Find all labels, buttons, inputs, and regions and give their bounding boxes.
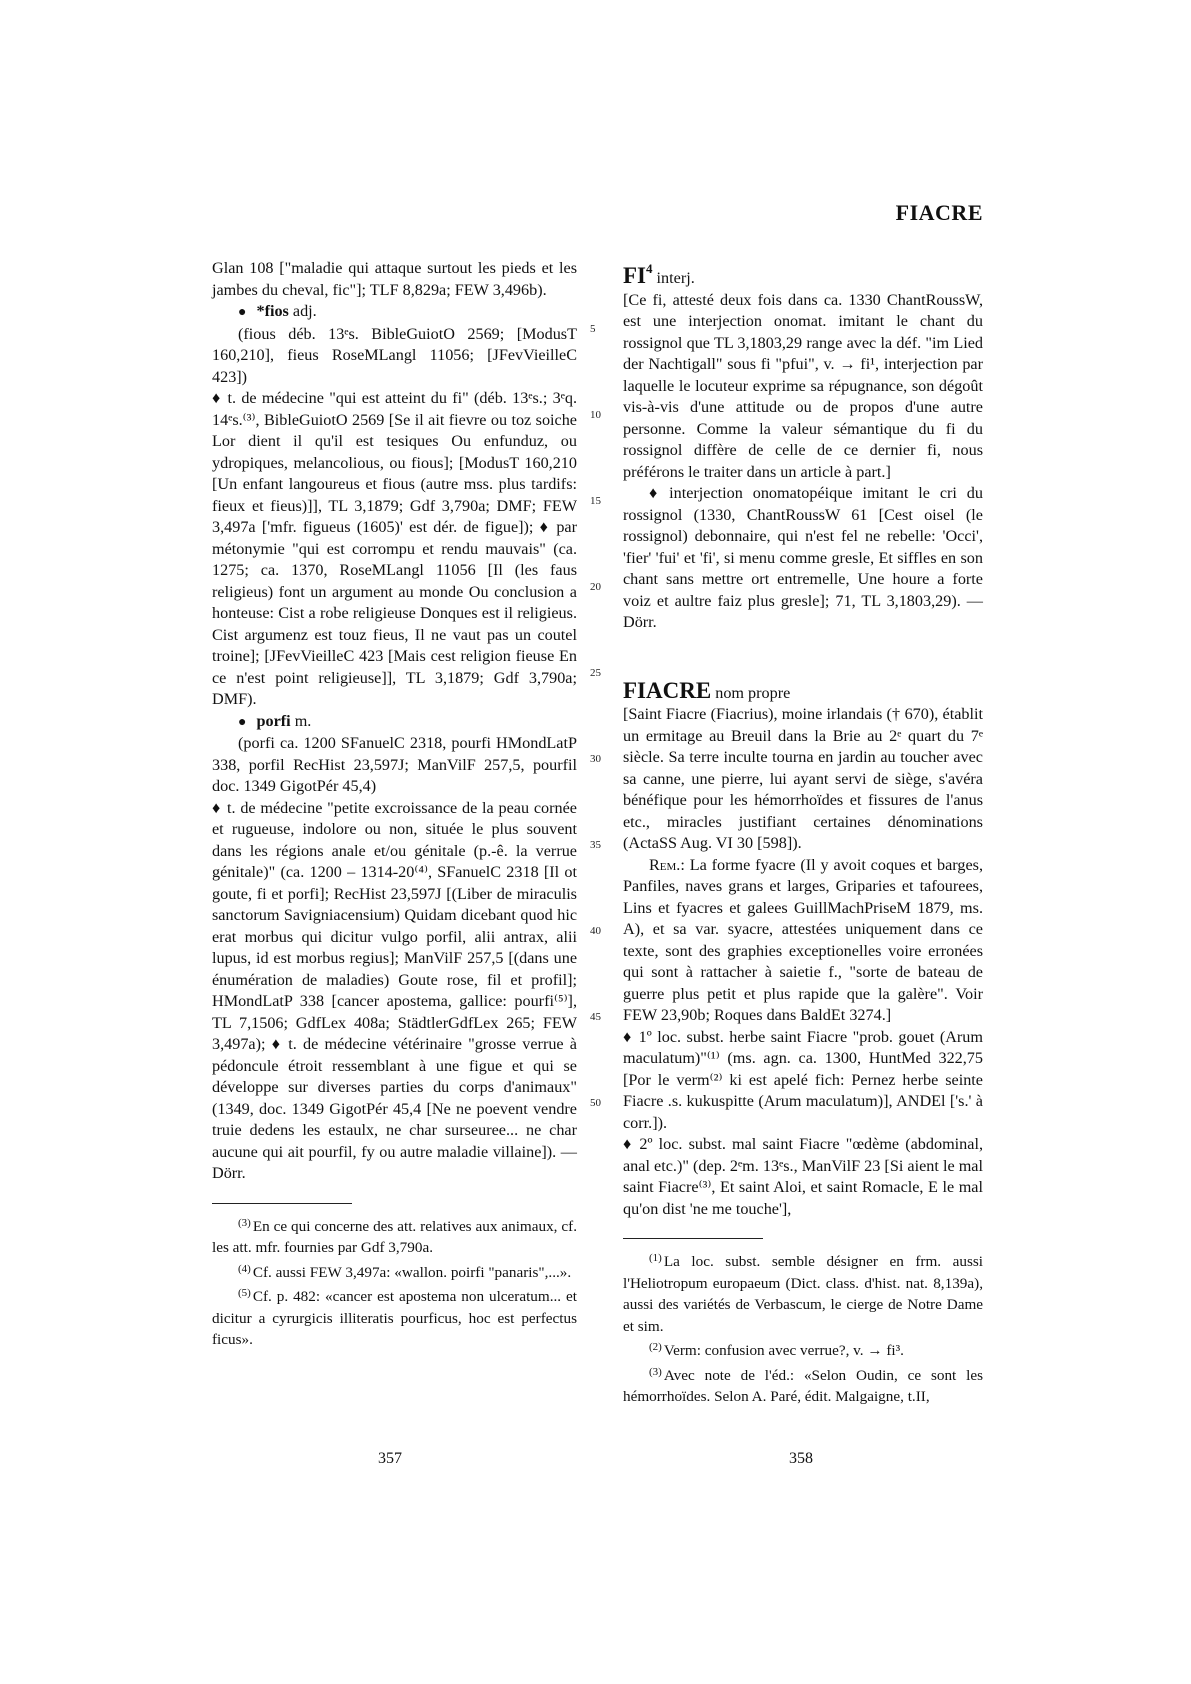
line-number: 35	[590, 839, 601, 851]
entry-fiacre-headline	[623, 677, 983, 705]
entry-porfi-headline	[212, 711, 577, 734]
headword-fios: *fios	[256, 302, 289, 320]
pos-label: m.	[294, 711, 312, 730]
footnote-ref: (2)	[649, 1341, 662, 1353]
entry-continuation: Glan 108 ["maladie qui attaque surtout les pieds et les jambes du cheval, fic"]; TLF 8,829a; FEW 3,496b).	[212, 259, 577, 299]
footnote-divider	[623, 1238, 763, 1239]
footnote-ref: (4)	[238, 1262, 251, 1275]
entry-fi-headline	[623, 258, 983, 290]
footnote-text: La loc. subst. semble désigner en frm. aussi l'Heliotropum europaeum (Dict. class. d'hist. nat. 8,139a), aussi des variétés de Verbascum, le cierge de Notre Dame et sim.	[623, 1253, 983, 1335]
entry-fi-intro: [Ce fi, attesté deux fois dans ca. 1330 ChantRoussW, est une interjection onomat. imitant le chant du rossignol que TL 3,1803,29 range avec la déf. "im Lied der Nachtigall" sous fi "pfui", v. → fi¹, interjection par laquelle le locuteur exprime sa répugnance, son dégoût vis-à-vis d'une attitude ou de propos d'une autre personne. Comme la valeur sémantique du fi du rossignol diffère de celle de ce dernier fi, nous préférons le traiter dans un article à part.]	[623, 290, 983, 481]
left-column	[212, 258, 577, 1351]
homonym-number: 4	[646, 261, 653, 276]
diamond-icon: ♦	[649, 484, 664, 502]
entry-fiacre-remark	[623, 855, 983, 1027]
line-number: 40	[590, 925, 601, 937]
footnote	[623, 1248, 983, 1337]
definition-text: 2º loc. subst. mal saint Fiacre "œdème (abdominal, anal etc.)" (dep. 2ᵉm. 13ᵉs., ManVilF 23 [Si aient le mal saint Fiacre⁽³⁾, Et saint Aloi, et saint Romacle, E le mal qu'on dist 'ne me touche'],	[623, 1135, 983, 1218]
footnote-ref: (1)	[649, 1252, 662, 1264]
definition-text: interjection onomatopéique imitant le cri du rossignol (1330, ChantRoussW 61 [Cest oisel (le rossignol) debonnaire, qui n'est fel ne rebelle: 'Occi', 'fier' 'fui' et 'fi', si menu comme gresle, Et siffles en son chant sans mettre ort entremelle, Une houre a forte voiz et aultre faiz plus gresle]; 71, TL 3,1803,29). — Dörr.	[623, 484, 983, 631]
definition-text: t. de médecine "petite excroissance de la peau cornée et rugueuse, indolore ou non, située le plus souvent dans les régions anale et/ou génitale (p.-ê. la verrue génitale)" (ca. 1200 – 1314-20⁽⁴⁾, SFanuelC 2318 [Il ot goute, fi et porfi]; RecHist 23,597J [(Liber de miraculis sanctorum Savigniacensium) Quidam dicebant quod hic erat morbus qui dicitur vulgo porfil, alii antrax, alii lupus, id est morbus regius]; ManVilF 257,5 [(dans une énumération de maladies) Goute rose, fil et profil]; HMondLatP 338 [cancer apostema, gallice: pourfi⁽⁵⁾], TL 7,1506; GdfLex 408a; StädtlerGdfLex 265; FEW 3,497a); ♦ t. de médecine vétérinaire "grosse verrue à pédoncule étroit ressemblant à une figue et qui se développe sur diverses parties du corps d'animaux" (1349, doc. 1349 GigotPér 45,4 [Ne ne poevent vendre truie dedens les estaulx, ne char surseuree... ne char aucune qui ait pourfil, fy ou autre maladie villaine]). — Dörr.	[212, 798, 577, 1182]
entry-porfi-definition	[212, 798, 577, 1185]
running-title: FIACRE	[895, 200, 983, 225]
line-number: 15	[590, 495, 601, 507]
footnote-text: Verm: confusion avec verrue?, v. → fi³.	[663, 1342, 904, 1359]
line-number: 20	[590, 581, 601, 593]
footnote-ref: (3)	[649, 1365, 662, 1378]
remark-label: Rem.	[649, 855, 681, 874]
footnote-ref: (3)	[238, 1216, 251, 1229]
remark-text: : La forme fyacre (Il y avoit coques et barges, Panfiles, naves grans et larges, Griparies et tafourees, Lins et fyacres et galees GuillMachPriseM 1879, ms. A), et sa var. syacre, attestées uniquement dans ce texte, sont des graphies exceptionelles voire erronées qui sont à rattacher à saietie f., "sorte de bateau de guerre plus petit et plus rapide que la galère". Voir FEW 23,90b; Roques dans BaldEt 3274.]	[623, 855, 983, 1024]
page-number-left: 357	[378, 1450, 402, 1467]
diamond-icon: ♦	[212, 389, 222, 407]
page-number-right: 358	[789, 1450, 813, 1467]
entry-fiacre-intro: [Saint Fiacre (Fiacrius), moine irlandais († 670), établit un ermitage au Breuil dans la Brie au 2ᵉ quart du 7ᵉ siècle. Sa terre inculte tourna en jardin au toucher avec sa canne, une pierre, lui ayant servi de siège, s'avéra bénéfique pour les hémorrhoïdes et fissures de l'anus etc., miracles justifiant certaines dénominations (ActaSS Aug. VI 30 [598]).	[623, 705, 983, 852]
entry-fi-definition	[623, 483, 983, 634]
pos-label: interj.	[656, 269, 695, 287]
headword-fiacre: FIACRE	[623, 677, 712, 703]
definition-text: 1º loc. subst. herbe saint Fiacre "prob. gouet (Arum maculatum)"⁽¹⁾ (ms. agn. ca. 1300, HuntMed 322,75 [Por le verm⁽²⁾ ki est apelé fich: Pernez herbe seinte Fiacre .s. kukuspitte (Arum maculatum)], ANDEl ['s.' à corr.]).	[623, 1027, 983, 1132]
footnote-divider	[212, 1203, 352, 1204]
entry-fiacre-sense-1	[623, 1027, 983, 1135]
line-number: 25	[590, 667, 601, 679]
bullet-icon: ●	[238, 305, 247, 320]
footnote-text: Cf. aussi FEW 3,497a: «wallon. poirfi "panaris",...».	[252, 1263, 572, 1281]
footnote-text: Cf. p. 482: «cancer est apostema non ulceratum... et dicitur a cyrurgicis illiteratis pourficus, hoc est perfectus ficus».	[212, 1288, 577, 1348]
pos-label: adj.	[292, 302, 317, 320]
headword-fi: FI	[623, 263, 646, 288]
pos-label: nom propre	[715, 683, 791, 702]
footnote-ref: (5)	[238, 1287, 251, 1299]
footnote-text: En ce qui concerne des att. relatives aux animaux, cf. les att. mfr. fournies par Gdf 3,790a.	[212, 1217, 577, 1256]
entry-porfi-forms: (porfi ca. 1200 SFanuelC 2318, pourfi HMondLatP 338, porfil RecHist 23,597J; ManVilF 257,5, pourfil doc. 1349 GigotPér 45,4)	[212, 734, 577, 795]
diamond-icon: ♦	[623, 1135, 634, 1153]
line-number: 45	[590, 1011, 601, 1023]
footnote	[212, 1259, 577, 1284]
entry-fios-headline	[212, 301, 577, 324]
diamond-icon: ♦	[623, 1027, 633, 1046]
entry-fios-forms: (fious déb. 13ᵉs. BibleGuiotO 2569; [ModusT 160,210], fieus RoseMLangl 11056; [JFevVieilleC 423])	[212, 324, 577, 386]
headword-porfi: porfi	[256, 711, 291, 730]
line-number: 30	[590, 753, 601, 765]
line-number: 5	[590, 323, 596, 335]
bullet-icon: ●	[238, 714, 247, 730]
right-column	[623, 258, 983, 1408]
footnote	[623, 1362, 983, 1408]
entry-fios-definition	[212, 388, 577, 711]
footnote	[212, 1283, 577, 1351]
footnote	[623, 1337, 983, 1362]
definition-text: t. de médecine "qui est atteint du fi" (déb. 13ᵉs.; 3ᵉq. 14ᵉs.⁽³⁾, BibleGuiotO 2569 [Se il ait fievre ou toz soiche Lor dient il qu'il est tesiques Ou enfunduz, ou ydropiques, melancolious, ou fious]; [ModusT 160,210 [Un enfant langoureus et fious (autre mss. plus tardifs: fieux et fieus)]], TL 3,1879; Gdf 3,790a; DMF; FEW 3,497a ['mfr. figueus (1605)' est dér. de figue]); ♦ par métonymie "qui est corrompu et rendu mauvais" (ca. 1275; ca. 1370, RoseMLangl 11056 [Il (les faus religieus) font un argument au monde Ou conclusion a honteuse: Cist a robe religieuse Donques est il religieus. Cist argumenz est touz fieus, Il ne vaut pas un coutel troine]; [JFevVieilleC 423 [Mais cest religion fieuse En ce n'est point religieuse]], TL 3,1879; Gdf 3,790a; DMF).	[212, 389, 577, 708]
line-number: 50	[590, 1097, 601, 1109]
diamond-icon: ♦	[212, 798, 221, 817]
entry-fiacre-sense-2	[623, 1134, 983, 1220]
footnote	[212, 1213, 577, 1259]
line-number: 10	[590, 409, 601, 421]
footnote-text: Avec note de l'éd.: «Selon Oudin, ce sont les hémorrhoïdes. Selon A. Paré, édit. Malgaigne, t.II,	[623, 1366, 983, 1405]
